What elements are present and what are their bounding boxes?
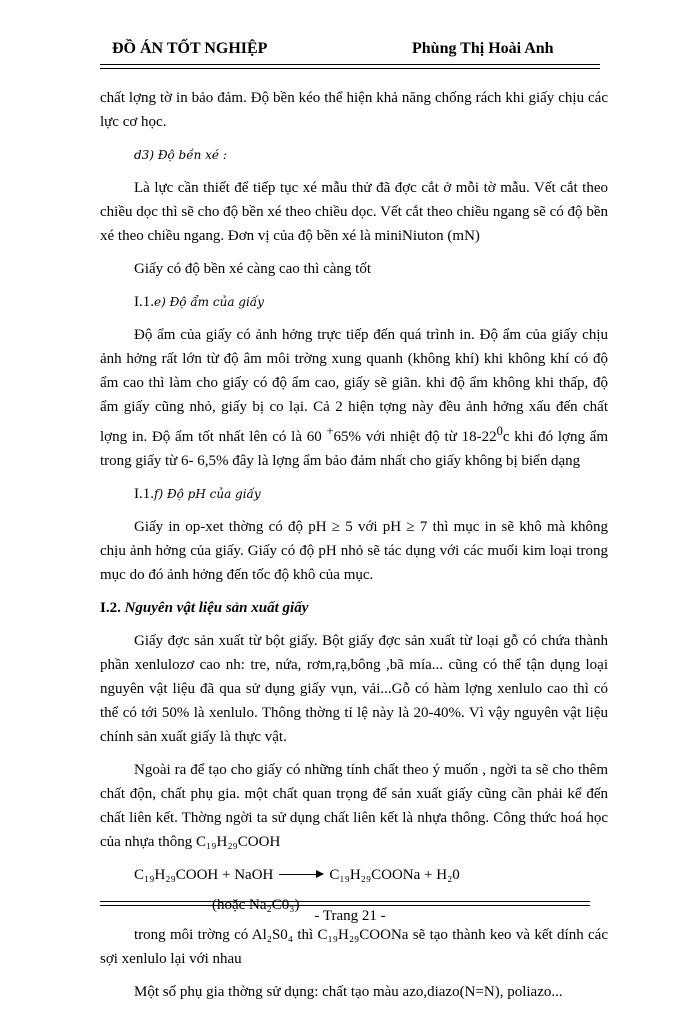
- reaction-arrow-icon: [279, 874, 323, 875]
- degree-sign: 0: [496, 424, 503, 438]
- section-title: f) Độ pH của giấy: [154, 487, 261, 501]
- paragraph: [100, 323, 608, 473]
- greater-equal-sign: ≥: [406, 519, 415, 535]
- chemical-equation: [134, 863, 608, 887]
- text-run: 5 với pH: [345, 519, 402, 535]
- paragraph: Ngoài ra để tạo cho giấy có những tính chất theo ý muốn , ngời ta sẽ cho thêm chất độn, chất phụ gia. một chất quan trọng để sản xuất giấy cũng cần phải kể đến chất liên kết. Thờng ngời ta sử dụng chất liên kết là nhựa thông. Công thức hoá học của nhựa thông C₁₉H₂₉COOH: [100, 762, 608, 850]
- paragraph: chất lợng tờ in bảo đảm. Độ bền kéo thể hiện khả năng chống rách khi giấy chịu các lực cơ học.: [100, 90, 608, 130]
- footer-rule: [100, 901, 590, 906]
- equation-products: C₁₉H₂₉COONa + H₂0: [329, 867, 460, 883]
- header-author: Phùng Thị Hoài Anh: [412, 40, 554, 57]
- paragraph: [100, 515, 608, 587]
- text-run: Giấy in op-xet thờng có độ pH: [134, 519, 327, 535]
- section-heading-d3: d3) Độ bền xé :: [134, 148, 227, 162]
- section-title: e) Độ ẩm của giấy: [154, 295, 264, 309]
- page-content: [100, 86, 608, 1013]
- header-title: ĐỒ ÁN TỐT NGHIỆP: [112, 40, 268, 57]
- section-heading-e: [100, 290, 608, 314]
- greater-equal-sign: ≥: [331, 519, 341, 535]
- section-title: Nguyên vật liệu sản xuất giấy: [124, 600, 309, 616]
- header-rule: [100, 64, 600, 69]
- section-number: I.2.: [100, 600, 121, 616]
- text-run: 65% với nhiệt độ từ 18-22: [333, 429, 497, 445]
- equation-note: (hoặc Na₂C0₃): [212, 897, 300, 913]
- paragraph: Giấy có độ bền xé càng cao thì càng tốt: [134, 261, 371, 277]
- section-heading-i2: [100, 596, 608, 620]
- text-run: 7 thì mục in sẽ khô mà không chịu ảnh hởng của giấy. Giấy có độ pH nhỏ sẽ tác dụng với các muối kim loại trong mục do đó ảnh hởng đến tốc độ khô của mục.: [100, 519, 609, 583]
- section-number: I.1.: [134, 486, 154, 502]
- paragraph: Giấy đợc sản xuất từ bột giấy. Bột giấy đợc sản xuất từ loại gỗ có chứa thành phần xenlulozơ cao nh: tre, nứa, rơm,rạ,bông ,bã mía... cũng có thể tận dụng loại nguyên vật liệu đã qua sử dụng giấy vụn, vải...Gỗ có hàm lợng xenlulo cao thì có thể có tới 50% là xenlulo. Thông thờng tỉ lệ này là 20-40%. Vì vậy nguyên vật liệu chính sản xuất giấy là thực vật.: [100, 633, 608, 745]
- text-run: Độ ẩm của giấy có ảnh hởng trực tiếp đến quá trình in. Độ ẩm của giấy chịu ảnh hởng rất lớn từ độ âm môi trờng xung quanh (không khí) khi không khí có độ ẩm cao thì làm cho giấy có độ ẩm cao, giấy sẽ giãn. khi độ ẩm không khi thấp, độ ẩm giấy cũng nhỏ, giấy bị co lại. Cả 2 hiện tợng này đều ảnh hởng xấu đến chất lợng in. Độ ẩm tốt nhất lên có là 60: [100, 327, 608, 445]
- plus-minus-sign: +: [326, 424, 334, 438]
- paragraph: Là lực cần thiết để tiếp tục xé mẫu thử đã đợc cắt ở mỗi tờ mẫu. Vết cắt theo chiều dọc thì sẽ cho độ bền xé theo chiều dọc. Vết cắt theo chiều ngang sẽ có độ bền xé theo chiều ngang. Đơn vị của độ bền xé là miniNiuton (mN): [100, 180, 608, 244]
- section-heading-f: [100, 482, 608, 506]
- page-number: - Trang 21 -: [314, 908, 386, 924]
- paragraph: trong môi trờng có Al₂S0₄ thì C₁₉H₂₉COONa sẽ tạo thành keo và kết dính các sợi xenlulo lại với nhau: [100, 927, 608, 967]
- paragraph: Một số phụ gia thờng sử dụng: chất tạo màu azo,diazo(N=N), poliazo...: [134, 984, 563, 1000]
- section-number: I.1.: [134, 294, 154, 310]
- equation-reactants: C₁₉H₂₉COOH + NaOH: [134, 867, 274, 883]
- text-run: c khi đó lợng ẩm trong giấy từ 6- 6,5% đây là lợng ẩm bảo đảm nhất cho giấy không bị biến dạng: [100, 429, 609, 469]
